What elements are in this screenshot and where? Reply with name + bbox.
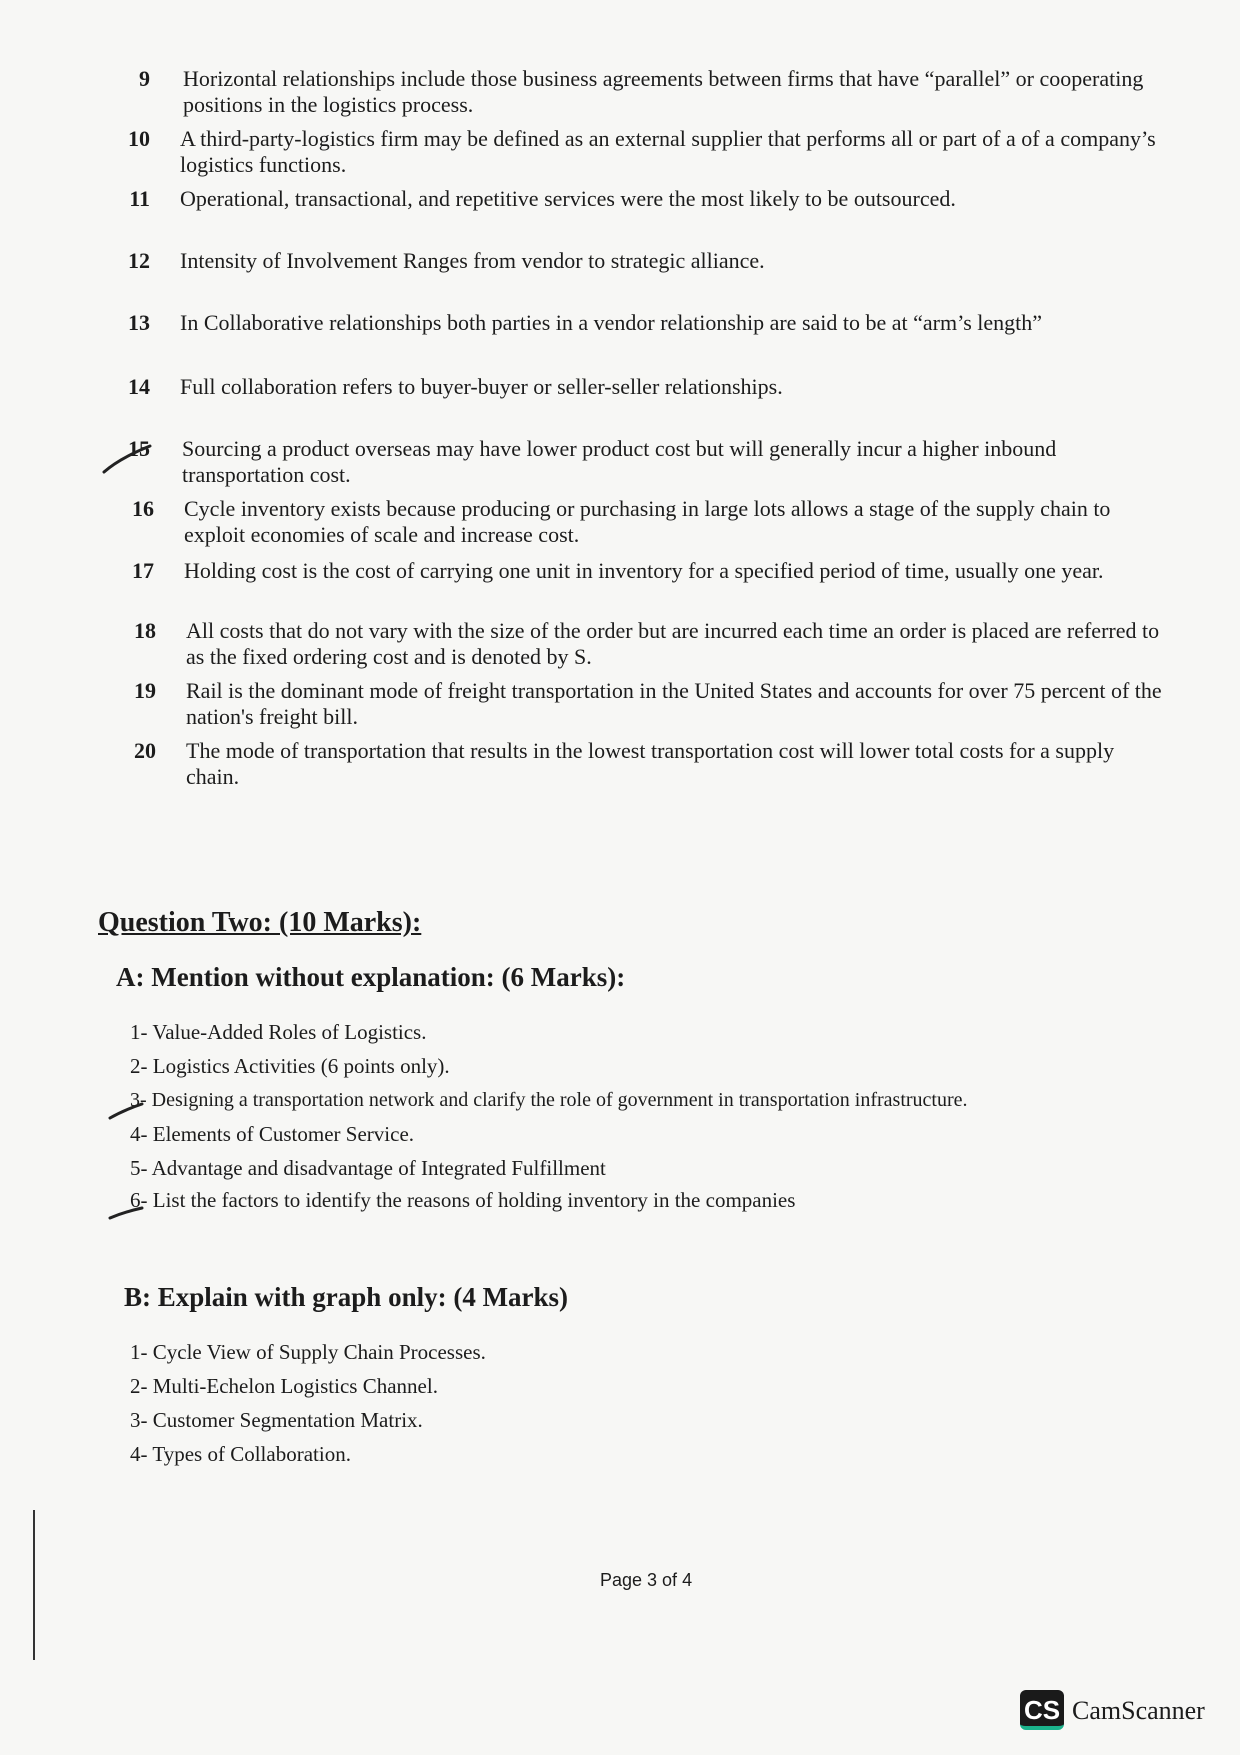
statement-number: 12 xyxy=(128,248,150,273)
statement-number: 15 xyxy=(128,436,150,461)
statement-number: 18 xyxy=(134,618,156,643)
camscanner-logo-icon: CS xyxy=(1020,1690,1064,1730)
statement-text: Sourcing a product overseas may have lower product cost but will generally incur a higher inbound transportation cost. xyxy=(182,436,1057,487)
part-a-item-5: 5- Advantage and disadvantage of Integrated Fulfillment xyxy=(130,1156,606,1180)
statement-text: All costs that do not vary with the size of the order but are incurred each time an order is placed are referred to as the fixed ordering cost and is denoted by S. xyxy=(186,618,1160,669)
part-b-item-1: 1- Cycle View of Supply Chain Processes. xyxy=(130,1340,486,1364)
statement-number: 10 xyxy=(128,126,150,151)
statement-number: 17 xyxy=(132,558,154,583)
part-a-item-6: 6- List the factors to identify the reasons of holding inventory in the companies xyxy=(130,1188,796,1212)
statement-text: A third-party-logistics firm may be defined as an external supplier that performs all or part of a of a company’s logistics functions. xyxy=(180,126,1156,177)
statement-text: Operational, transactional, and repetitive services were the most likely to be outsourced. xyxy=(180,186,956,211)
statement-number: 13 xyxy=(128,310,150,335)
statement-text: Holding cost is the cost of carrying one unit in inventory for a specified period of time, usually one year. xyxy=(184,558,1104,583)
statement-number: 14 xyxy=(128,374,150,399)
part-b-item-3: 3- Customer Segmentation Matrix. xyxy=(130,1408,423,1432)
statement-text: Rail is the dominant mode of freight transportation in the United States and accounts for over 75 percent of the nation's freight bill. xyxy=(186,678,1162,729)
statement-text: Cycle inventory exists because producing or purchasing in large lots allows a stage of the supply chain to exploit economies of scale and increase cost. xyxy=(184,496,1111,547)
handwritten-check-mark-icon xyxy=(108,1198,148,1222)
part-a-item-2: 2- Logistics Activities (6 points only). xyxy=(130,1054,450,1078)
part-b-item-2: 2- Multi-Echelon Logistics Channel. xyxy=(130,1374,438,1398)
part-a-title: A: Mention without explanation: (6 Marks): xyxy=(116,962,626,992)
scan-edge-mark xyxy=(30,1510,40,1660)
statement-text: In Collaborative relationships both parties in a vendor relationship are said to be at “arm’s length” xyxy=(180,310,1043,335)
statement-text: The mode of transportation that results in the lowest transportation cost will lower total costs for a supply chain. xyxy=(186,738,1115,789)
part-a-item-1: 1- Value-Added Roles of Logistics. xyxy=(130,1020,427,1044)
page-number: Page 3 of 4 xyxy=(600,1570,693,1590)
camscanner-name: CamScanner xyxy=(1072,1696,1205,1725)
statement-number: 11 xyxy=(129,186,150,211)
handwritten-check-mark-icon xyxy=(100,440,160,480)
statement-number: 20 xyxy=(134,738,156,763)
statement-number: 9 xyxy=(139,66,150,91)
statement-text: Horizontal relationships include those business agreements between firms that have “parallel” or cooperating positions in the logistics process. xyxy=(183,66,1144,117)
question-two-title: Question Two: (10 Marks): xyxy=(98,907,422,938)
part-a-item-3: 3- Designing a transportation network and clarify the role of government in transportation infrastructure. xyxy=(130,1089,968,1111)
part-a-item-4: 4- Elements of Customer Service. xyxy=(130,1122,415,1146)
statement-text: Intensity of Involvement Ranges from vendor to strategic alliance. xyxy=(180,248,765,273)
statement-number: 16 xyxy=(132,496,154,521)
part-b-item-4: 4- Types of Collaboration. xyxy=(130,1442,351,1466)
handwritten-check-mark-icon xyxy=(108,1098,148,1122)
statement-number: 19 xyxy=(134,678,156,703)
statement-text: Full collaboration refers to buyer-buyer or seller-seller relationships. xyxy=(180,374,783,399)
part-b-title: B: Explain with graph only: (4 Marks) xyxy=(124,1282,569,1312)
